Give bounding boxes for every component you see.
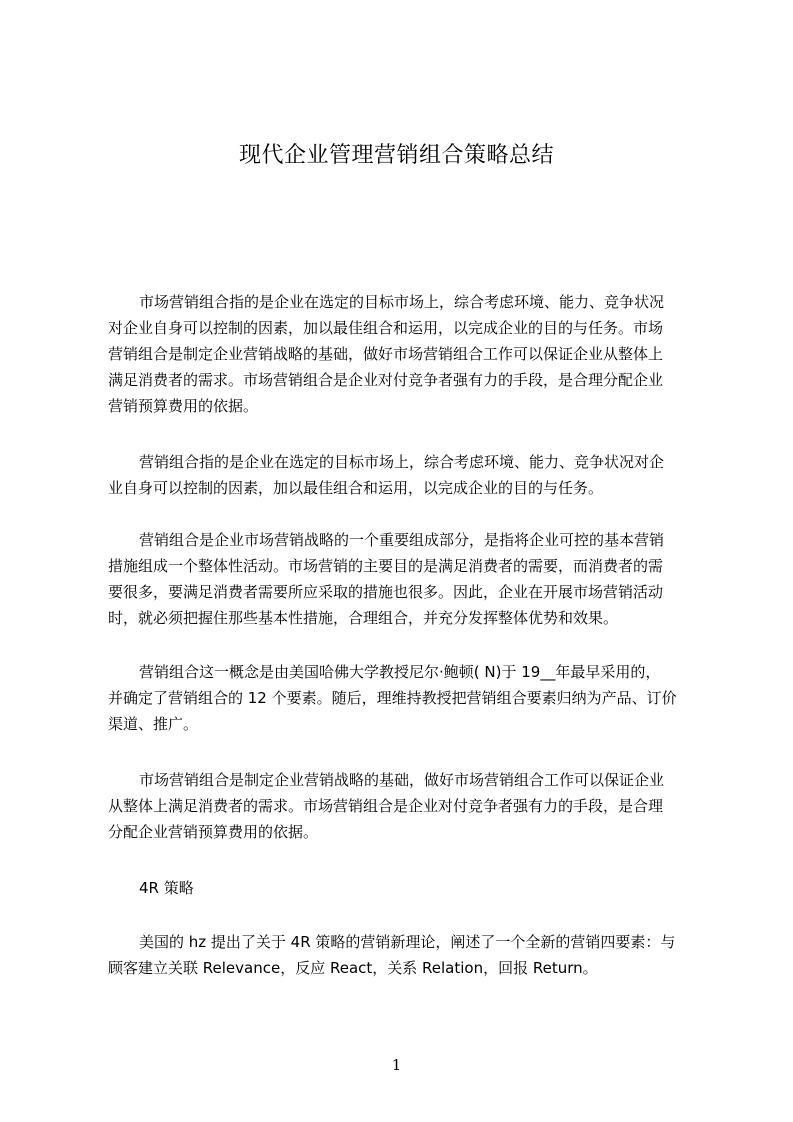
paragraph-5-line-2: 从整体上满足消费者的需求。市场营销组合是企业对付竞争者强有力的手段，是合理 (108, 797, 664, 815)
paragraph-3-line-2: 措施组成一个整体性活动。市场营销的主要目的是满足消费者的需要，而消费者的需 (108, 557, 664, 575)
paragraph-5-line-3: 分配企业营销预算费用的依据。 (108, 823, 319, 841)
paragraph-4-line-2: 并确定了营销组合的 12 个要素。随后，理维持教授把营销组合要素归纳为产品、订价 (108, 689, 677, 707)
paragraph-4-line-3: 渠道、推广。 (108, 715, 199, 733)
page-number: 1 (391, 1056, 402, 1074)
paragraph-5-line-1: 市场营销组合是制定企业营销战略的基础，做好市场营销组合工作可以保证企业 (139, 771, 665, 789)
section-heading-4r: 4R 策略 (139, 879, 194, 897)
paragraph-1-line-4: 满足消费者的需求。市场营销组合是企业对付竞争者强有力的手段，是合理分配企业 (108, 371, 664, 389)
paragraph-6-line-1: 美国的 hz 提出了关于 4R 策略的营销新理论，阐述了一个全新的营销四要素：与 (139, 933, 676, 951)
paragraph-3-line-1: 营销组合是企业市场营销战略的一个重要组成部分，是指将企业可控的基本营销 (139, 531, 665, 549)
paragraph-3-line-4: 时，就必须把握住那些基本性措施，合理组合，并充分发挥整体优势和效果。 (108, 609, 619, 627)
paragraph-1-line-3: 营销组合是制定企业营销战略的基础，做好市场营销组合工作可以保证企业从整体上 (108, 345, 664, 363)
paragraph-1-line-5: 营销预算费用的依据。 (108, 397, 259, 415)
paragraph-1-line-2: 对企业自身可以控制的因素，加以最佳组合和运用，以完成企业的目的与任务。市场 (108, 319, 664, 337)
paragraph-2-line-1: 营销组合指的是企业在选定的目标市场上，综合考虑环境、能力、竞争状况对企 (139, 453, 665, 471)
paragraph-1-line-1: 市场营销组合指的是企业在选定的目标市场上，综合考虑环境、能力、竞争状况 (139, 293, 665, 311)
paragraph-6-line-2: 顾客建立关联 Relevance，反应 React，关系 Relation，回报 Return。 (108, 959, 598, 977)
document-title: 现代企业管理营销组合策略总结 (238, 143, 554, 168)
paragraph-2-line-2: 业自身可以控制的因素，加以最佳组合和运用，以完成企业的目的与任务。 (108, 479, 604, 497)
paragraph-4-line-1: 营销组合这一概念是由美国哈佛大学教授尼尔·鲍顿( N)于 19__年最早采用的， (139, 663, 661, 681)
paragraph-3-line-3: 要很多，要满足消费者需要所应采取的措施也很多。因此，企业在开展市场营销活动 (108, 583, 664, 601)
